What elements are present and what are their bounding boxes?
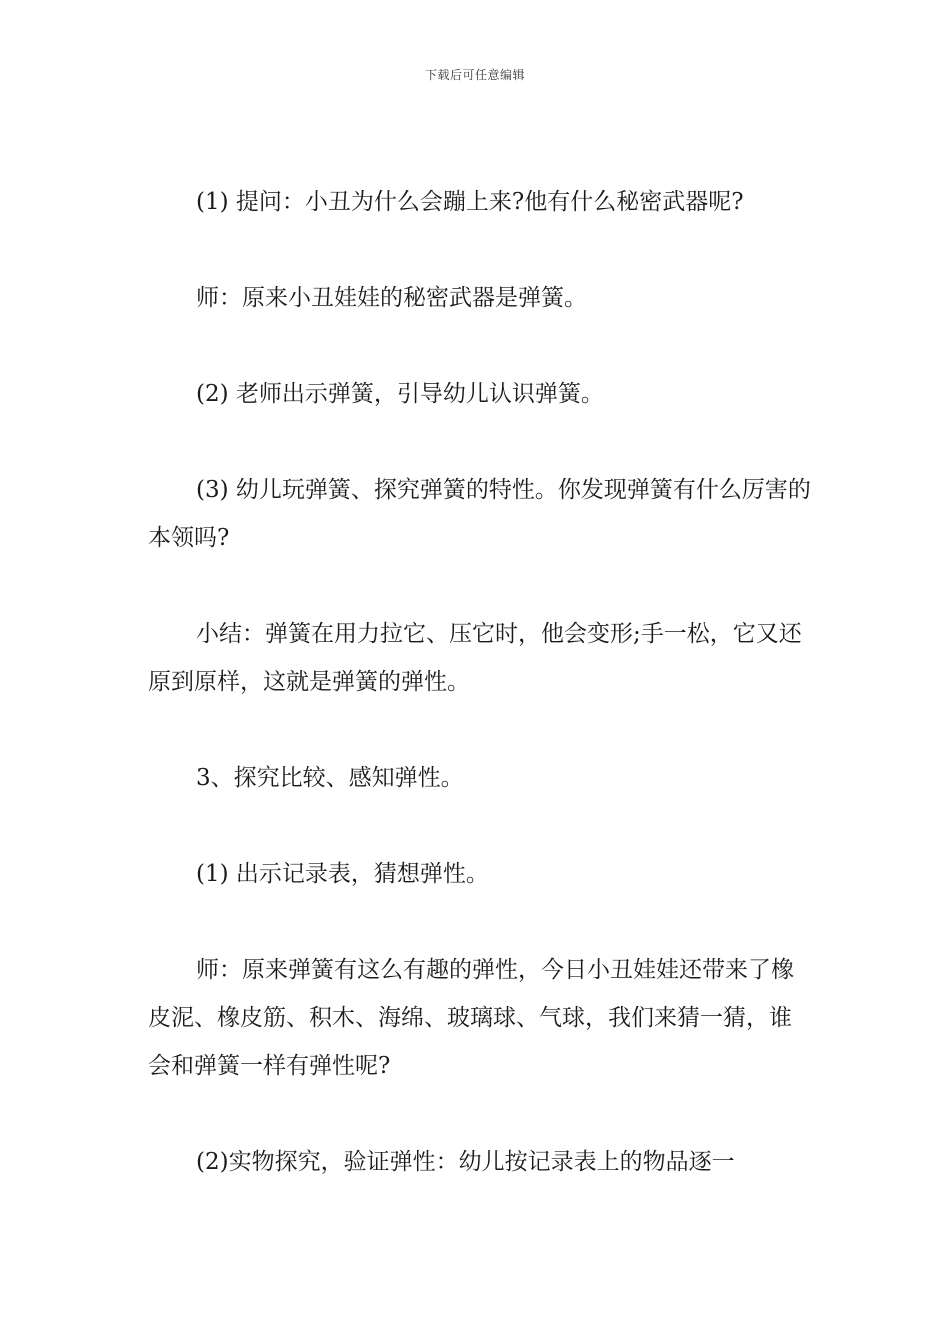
paragraph-explore-spring: (3) 幼儿玩弹簧、探究弹簧的特性。你发现弹簧有什么厉害的本领吗? [148, 477, 811, 551]
page-header: 下载后可任意编辑 [424, 68, 525, 82]
paragraph-verify: (2)实物探究，验证弹性：幼儿按记录表上的物品逐一 [196, 1149, 735, 1175]
paragraph-show-spring: (2) 老师出示弹簧，引导幼儿认识弹簧。 [196, 381, 604, 407]
paragraph-question: (1) 提问：小丑为什么会蹦上来?他有什么秘密武器呢? [196, 189, 744, 215]
paragraph-teacher-answer: 师：原来小丑娃娃的秘密武器是弹簧。 [196, 285, 587, 311]
document-body [148, 178, 812, 1186]
paragraph-teacher-guess: 师：原来弹簧有这么有趣的弹性，今日小丑娃娃还带来了橡皮泥、橡皮筋、积木、海绵、玻璃球、气球，我们来猜一猜，谁会和弹簧一样有弹性呢? [148, 957, 794, 1079]
section-heading-3: 3、探究比较、感知弹性。 [196, 765, 464, 791]
paragraph-record-table: (1) 出示记录表，猜想弹性。 [196, 861, 489, 887]
paragraph-summary: 小结：弹簧在用力拉它、压它时，他会变形;手一松，它又还原到原样，这就是弹簧的弹性。 [148, 621, 802, 695]
